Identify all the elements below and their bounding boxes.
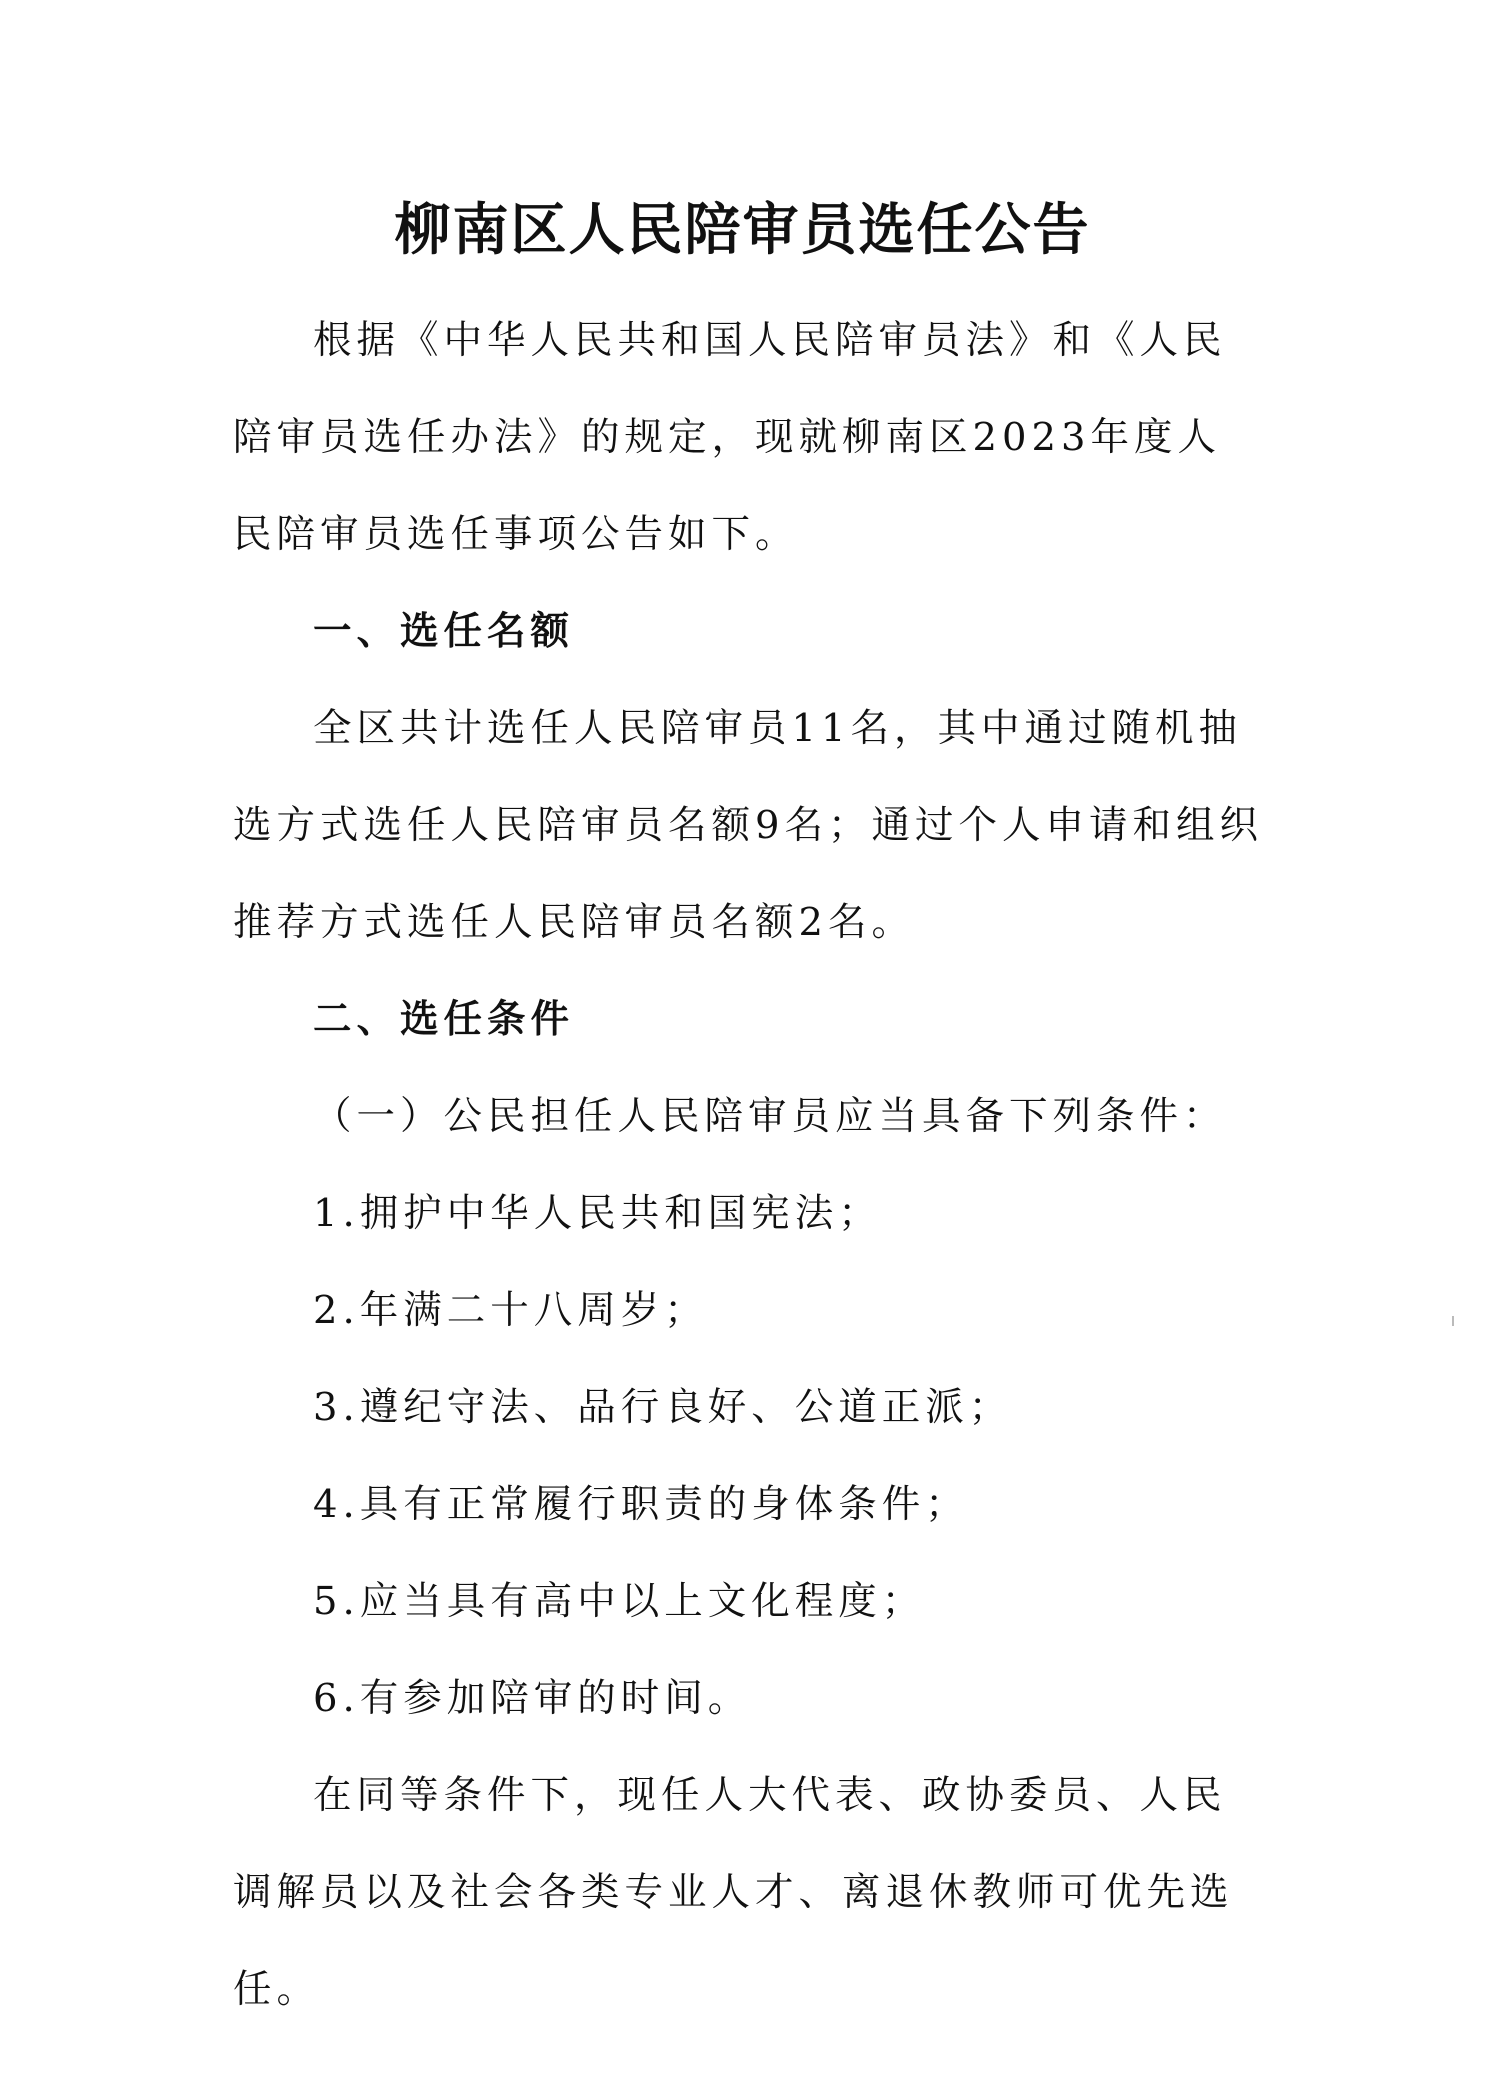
condition-item: 2.年满二十八周岁； (313, 1288, 708, 1333)
section-heading-conditions: 二、选任条件 (313, 997, 575, 1042)
quota-paragraph: 全区共计选任人民陪审员11名，其中通过随机抽选方式选任人民陪审员名额9名；通过个人申请和组织推荐方式选任人民陪审员名额2名。 (233, 706, 1263, 945)
section-heading-quota: 一、选任名额 (313, 609, 575, 654)
document-title: 柳南区人民陪审员选任公告 (394, 198, 1091, 263)
conditions-subheading: （一）公民担任人民陪审员应当具备下列条件： (313, 1094, 1227, 1139)
condition-item: 4.具有正常履行职责的身体条件； (313, 1482, 969, 1527)
scan-speck (1452, 1316, 1454, 1326)
condition-item: 3.遵纪守法、品行良好、公道正派； (313, 1385, 1013, 1430)
condition-item: 6.有参加陪审的时间。 (313, 1676, 752, 1721)
document-body (233, 292, 1263, 2038)
condition-item: 1.拥护中华人民共和国宪法； (313, 1191, 882, 1236)
priority-paragraph: 在同等条件下，现任人大代表、政协委员、人民调解员以及社会各类专业人才、离退休教师可优先选任。 (233, 1773, 1234, 2012)
intro-paragraph: 根据《中华人民共和国人民陪审员法》和《人民陪审员选任办法》的规定，现就柳南区2023年度人民陪审员选任事项公告如下。 (233, 318, 1227, 557)
condition-item: 5.应当具有高中以上文化程度； (313, 1579, 926, 1624)
